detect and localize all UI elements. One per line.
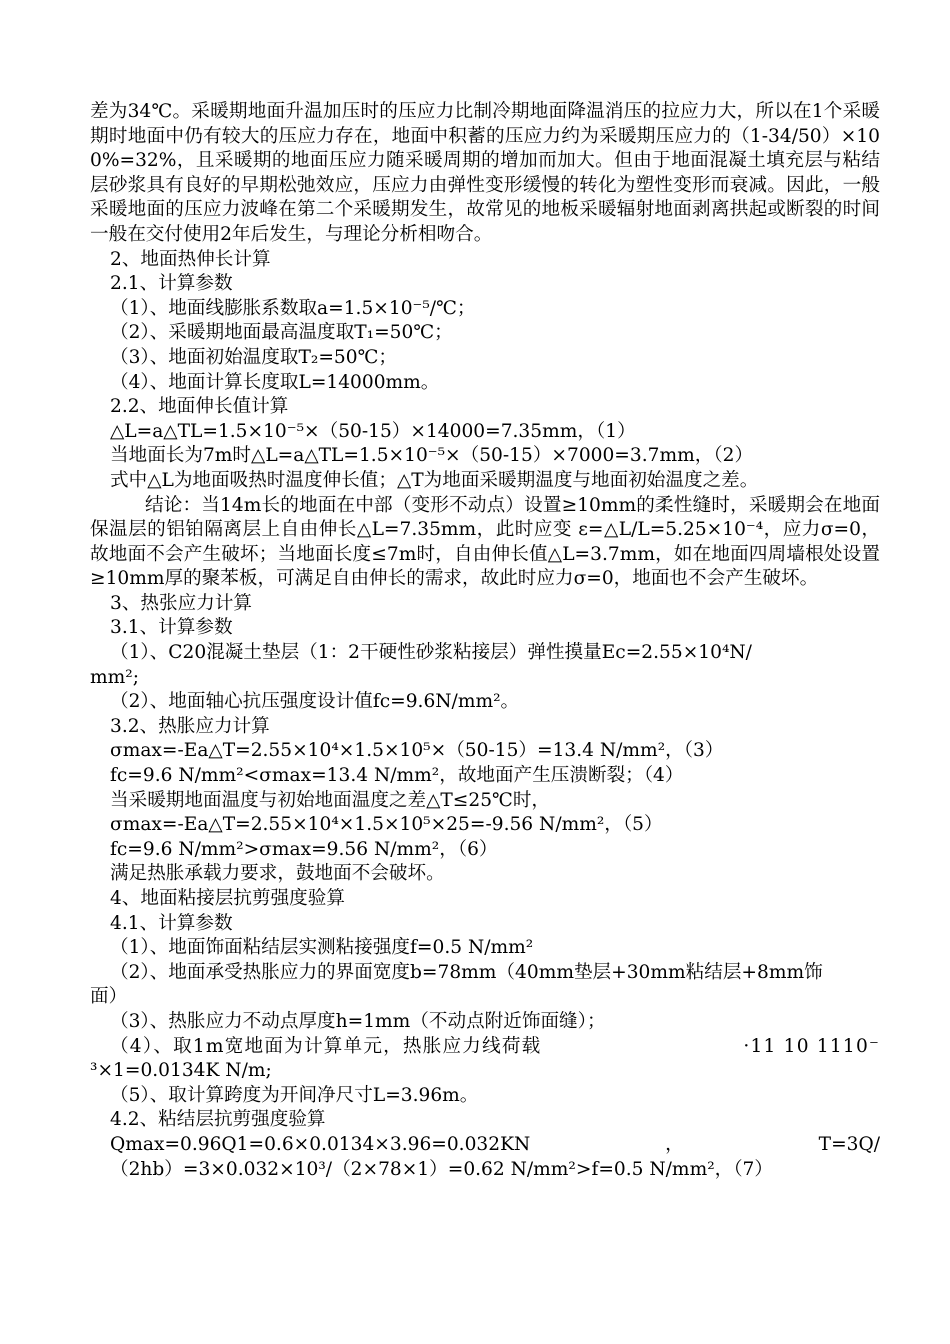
param-elastic-modulus: （1）、C20混凝土垫层（1：2干硬性砂浆粘接层）弹性摸量Ec=2.55×10⁴N/ (110, 642, 752, 664)
section-3-2-heading: 3.2、热胀应力计算 (110, 715, 270, 737)
param-max-temperature: （2）、采暖期地面最高温度取T₁=50℃； (110, 322, 453, 344)
param-initial-temperature: （3）、地面初始温度取T₂=50℃； (110, 346, 397, 368)
param-line-load-text: （4）、取1m宽地面为计算单元，热胀应力线荷载 (110, 1035, 542, 1057)
equation-7-shear-stress: T=3Q/ (818, 1133, 880, 1155)
equation-7-separator: ， (665, 1133, 684, 1155)
param-interface-width-cont: 面） (90, 986, 128, 1008)
section-4-1-heading: 4.1、计算参数 (110, 912, 233, 934)
param-fixed-point-thickness: （3）、热胀应力不动点厚度h=1mm（不动点附近饰面缝）； (110, 1010, 606, 1032)
section-3-1-heading: 3.1、计算参数 (110, 617, 233, 639)
param-length: （4）、地面计算长度取L=14000mm。 (110, 371, 440, 393)
equation-conclusion: 满足热胀承载力要求，鼓地面不会破坏。 (110, 863, 445, 885)
equation-2: 当地面长为7m时△L=a△TL=1.5×10⁻⁵×（50-15）×7000=3.7mm，（2） (110, 445, 754, 467)
section-2-1-heading: 2.1、计算参数 (110, 273, 233, 295)
paragraph-stress-analysis: 差为34℃。采暖期地面升温加压时的压应力比制冷期地面降温消压的拉应力大，所以在1个采暖期时地面中仍有较大的压应力存在，地面中积蓄的压应力约为采暖期压应力的（1-34/50）×100%=32%，且采暖期的地面压应力随采暖周期的增加而加大。但由于地面混凝土填充层与粘结层砂浆具有良好的早期松弛效应，压应力由弹性变形缓慢的转化为塑性变形而衰减。因此，一般采暖地面的压应力波峰在第二个采暖期发生，故常见的地板采暖辐射地面剥离拱起或断裂的时间一般在交付使用2年后发生，与理论分析相吻合。 (90, 101, 880, 245)
param-interface-width: （2）、地面承受热胀应力的界面宽度b=78mm（40mm垫层+30mm粘结层+8mm饰 (110, 961, 823, 983)
equation-note: 式中△L为地面吸热时温度伸长值；△T为地面采暖期温度与地面初始温度之差。 (110, 469, 759, 491)
param-compressive-strength: （2）、地面轴心抗压强度设计值fc=9.6N/mm²。 (110, 691, 520, 713)
section-4-2-heading: 4.2、粘结层抗剪强度验算 (110, 1109, 326, 1131)
param-span: （5）、取计算跨度为开间净尺寸L=3.96m。 (110, 1084, 479, 1106)
param-line-load (90, 1035, 880, 1060)
section-3-heading: 3、热张应力计算 (110, 592, 252, 614)
param-bond-strength: （1）、地面饰面粘结层实测粘接强度f=0.5 N/mm² (110, 937, 534, 959)
equation-5: σmax=-Ea△T=2.55×10⁴×1.5×10⁵×25=-9.56 N/mm²，（5） (110, 814, 663, 836)
equation-7-shear-force: Qmax=0.96Q1=0.6×0.0134×3.96=0.032KN (110, 1133, 531, 1155)
equation-4: fc=9.6 N/mm²<σmax=13.4 N/mm²，故地面产生压溃断裂；（4） (110, 765, 684, 787)
equation-3: σmax=-Ea△T=2.55×10⁴×1.5×10⁵×（50-15）=13.4 N/mm²，（3） (110, 740, 724, 762)
equation-1: △L=a△TL=1.5×10⁻⁵×（50-15）×14000=7.35mm，（1） (110, 420, 636, 442)
param-elastic-modulus-cont: mm²; (90, 666, 139, 688)
section-2-heading: 2、地面热伸长计算 (110, 248, 271, 270)
equation-condition: 当采暖期地面温度与初始地面温度之差△T≤25℃时， (110, 789, 551, 811)
equation-7-line (90, 1133, 880, 1158)
paragraph-conclusion: 结论：当14m长的地面在中部（变形不动点）设置≥10mm的柔性缝时，采暖期会在地面保温层的铝铂隔离层上自由伸长△L=7.35mm，此时应变 ε=△L/L=5.25×10⁻⁴，应力σ=0，故地面不会产生破坏；当地面长度≤7m时，自由伸长值△L=3.7mm，如在地面四周墙根处设置≥10mm厚的聚苯板，可满足自由伸长的需求，故此时应力σ=0，地面也不会产生破坏。 (90, 494, 880, 590)
param-line-load-value: ·11 10 1110⁻ (743, 1035, 880, 1057)
section-2-2-heading: 2.2、地面伸长值计算 (110, 396, 289, 418)
equation-6: fc=9.6 N/mm²>σmax=9.56 N/mm²，（6） (110, 838, 498, 860)
equation-7: （2hb）=3×0.032×10³/（2×78×1）=0.62 N/mm²>f=0.5 N/mm²，（7） (110, 1158, 773, 1180)
section-4-heading: 4、地面粘接层抗剪强度验算 (110, 888, 345, 909)
param-expansion-coefficient: （1）、地面线膨胀系数取a=1.5×10⁻⁵/℃； (110, 297, 476, 319)
param-line-load-cont: ³×1=0.0134K N/m; (90, 1060, 272, 1082)
